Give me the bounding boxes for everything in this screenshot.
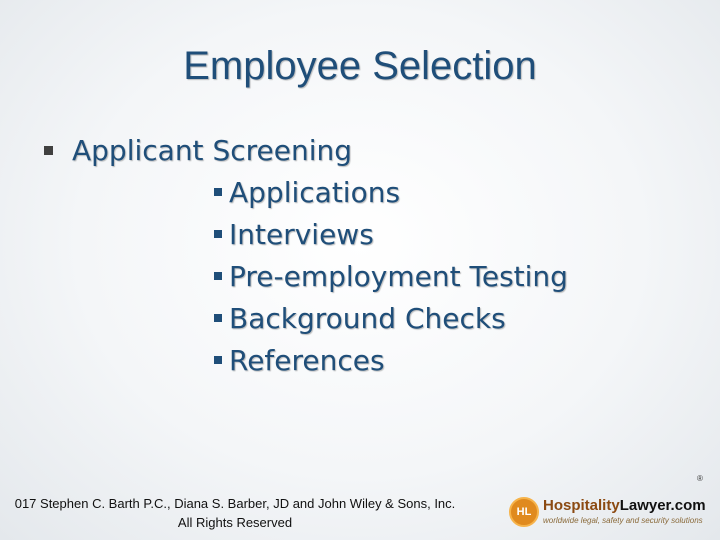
logo-tagline: worldwide legal, safety and security solutions: [543, 516, 703, 525]
copyright-line-1: 017 Stephen C. Barth P.C., Diana S. Barber, JD and John Wiley & Sons, Inc.: [14, 496, 456, 511]
sub-bullet-label: Applications: [229, 176, 401, 209]
bullet-applicant-screening: [44, 134, 352, 167]
sub-bullet-item: [214, 345, 568, 387]
square-bullet-icon: [214, 272, 222, 280]
registered-mark: ®: [697, 474, 703, 483]
sub-bullet-label: Background Checks: [229, 302, 506, 335]
square-bullet-icon: [44, 146, 53, 155]
hospitality-lawyer-logo: [507, 474, 706, 536]
copyright-line-2: All Rights Reserved: [177, 515, 293, 530]
sub-bullet-label: References: [229, 344, 385, 377]
square-bullet-icon: [214, 188, 222, 196]
logo-brand-name: [543, 497, 706, 514]
square-bullet-icon: [214, 230, 222, 238]
sub-bullet-label: Interviews: [229, 218, 374, 251]
sub-bullet-list: [214, 177, 568, 387]
sub-bullet-item: [214, 219, 568, 261]
copyright-footer: [0, 494, 480, 532]
logo-brand-part2: Lawyer.com: [619, 497, 706, 514]
logo-brand-part1: Hospitality: [543, 497, 620, 514]
sub-bullet-item: [214, 303, 568, 345]
bullet-label: Applicant Screening: [72, 134, 352, 167]
hospitality-lawyer-logo-icon: HL: [509, 497, 539, 527]
square-bullet-icon: [214, 356, 222, 364]
sub-bullet-label: Pre-employment Testing: [229, 260, 568, 293]
sub-bullet-item: [214, 177, 568, 219]
slide-title: Employee Selection: [183, 44, 537, 88]
sub-bullet-item: [214, 261, 568, 303]
square-bullet-icon: [214, 314, 222, 322]
